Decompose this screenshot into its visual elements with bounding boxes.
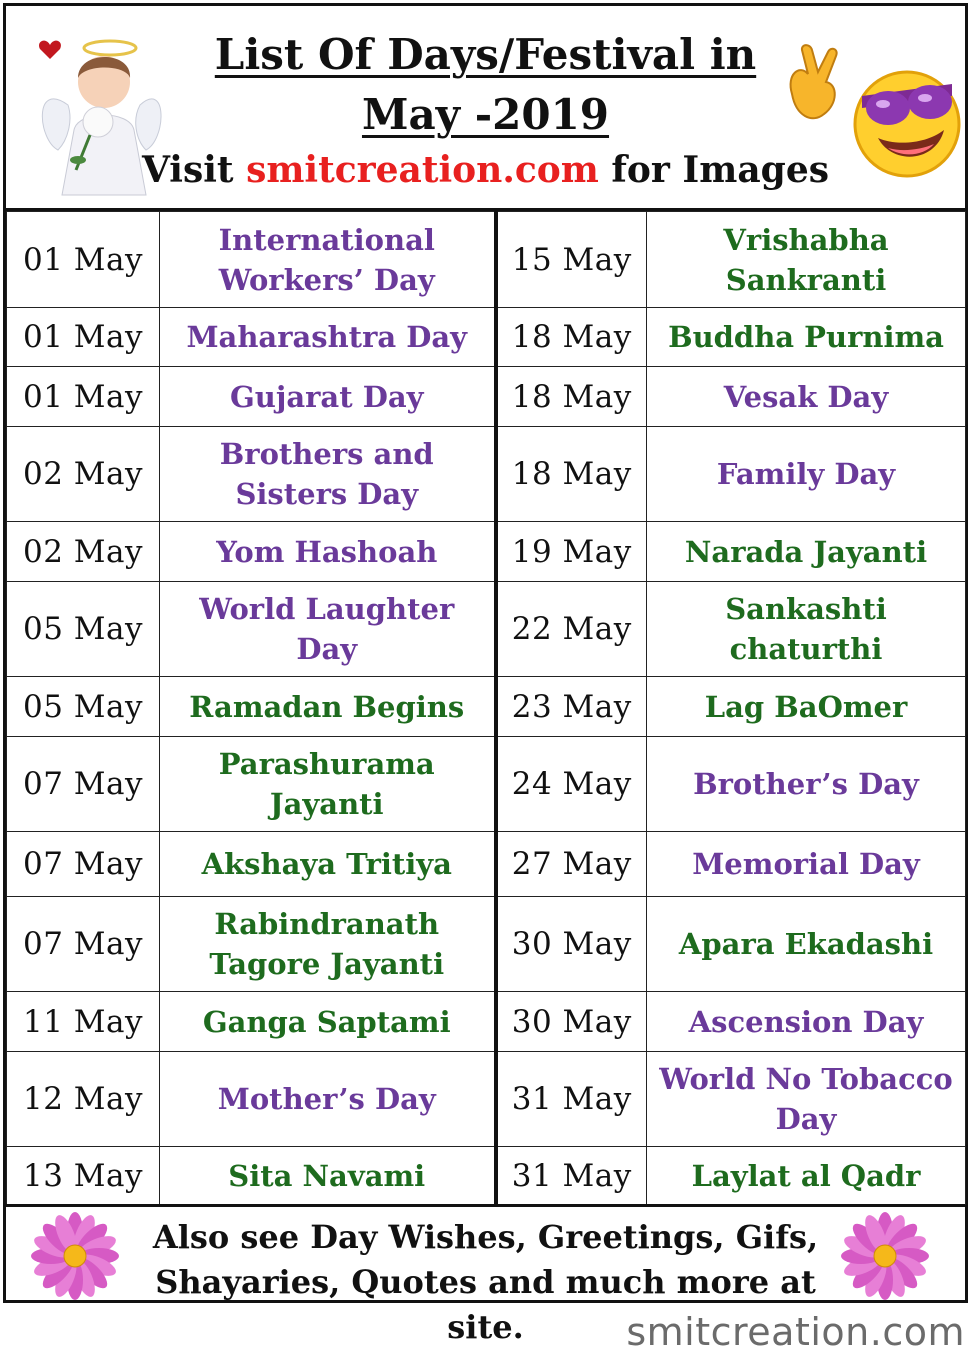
festival-cell — [160, 1052, 496, 1147]
hand-gesture-icon — [778, 44, 846, 126]
date-cell: 15 May — [496, 212, 647, 308]
festival-name-line: Buddha Purnima — [668, 320, 944, 354]
festival-name-line: Parashurama — [218, 747, 435, 781]
festival-cell — [647, 212, 966, 308]
festival-name-line: Memorial Day — [692, 847, 920, 881]
site-name: smitcreation.com — [246, 149, 599, 191]
date-cell: 07 May — [7, 897, 160, 992]
date-cell: 30 May — [496, 897, 647, 992]
table-row — [7, 832, 966, 897]
festival-name-line: Gujarat Day — [230, 379, 424, 414]
festival-name-line: Sankashti — [725, 592, 887, 626]
festival-name-line: Brothers and — [219, 437, 434, 471]
table-row — [7, 737, 966, 832]
table-row — [7, 582, 966, 677]
date-cell: 31 May — [496, 1052, 647, 1147]
date-cell: 27 May — [496, 832, 647, 897]
festival-name-line: Jayanti — [269, 787, 384, 821]
title-line-1: List Of Days/Festival in — [214, 30, 757, 79]
pink-flower-icon — [838, 1211, 932, 1301]
date-cell: 05 May — [7, 677, 160, 737]
date-cell: 07 May — [7, 832, 160, 897]
festival-name-line: Mother’s Day — [217, 1082, 436, 1116]
festival-cell — [160, 992, 496, 1052]
festival-cell — [647, 1147, 966, 1205]
festival-name-line: World Laughter — [199, 592, 455, 626]
festival-cell — [160, 1147, 496, 1205]
festival-cell — [647, 677, 966, 737]
date-cell: 02 May — [7, 522, 160, 582]
table-row — [7, 212, 966, 308]
sunglasses-smiley-icon — [848, 62, 966, 180]
festival-name-line: Apara Ekadashi — [678, 927, 934, 961]
table-row — [7, 1147, 966, 1205]
festival-cell — [647, 522, 966, 582]
table-row — [7, 992, 966, 1052]
table-row — [7, 427, 966, 522]
festival-cell — [647, 992, 966, 1052]
festival-cell — [160, 427, 496, 522]
festival-name-line: Day — [775, 1102, 837, 1136]
festival-table — [6, 211, 966, 1205]
poster-header — [6, 6, 965, 211]
date-cell: 01 May — [7, 212, 160, 308]
festival-name-line: Ganga Saptami — [202, 1004, 451, 1039]
date-cell: 18 May — [496, 308, 647, 367]
date-cell: 01 May — [7, 367, 160, 427]
footer-line-2: Shayaries, Quotes and much more at site. — [155, 1263, 816, 1346]
poster-frame — [3, 3, 968, 1346]
date-cell: 11 May — [7, 992, 160, 1052]
date-cell: 18 May — [496, 427, 647, 522]
festival-name-line: Rabindranath — [214, 907, 440, 941]
festival-name-line: Ascension Day — [688, 1004, 924, 1039]
festival-cell — [160, 897, 496, 992]
date-cell: 02 May — [7, 427, 160, 522]
festival-cell — [160, 582, 496, 677]
date-cell: 18 May — [496, 367, 647, 427]
festival-name-line: Family Day — [716, 457, 896, 491]
festival-name-line: Vrishabha — [723, 222, 889, 257]
date-cell: 12 May — [7, 1052, 160, 1147]
festival-name-line: Yom Hashoah — [216, 534, 438, 569]
festival-cell — [160, 737, 496, 832]
festival-name-line: Sita Navami — [228, 1158, 426, 1193]
festival-cell — [160, 677, 496, 737]
festival-cell — [647, 1052, 966, 1147]
festival-cell — [647, 427, 966, 522]
footer-line-1: Also see Day Wishes, Greetings, Gifs, — [152, 1218, 819, 1256]
festival-name-line: Ramadan Begins — [189, 689, 465, 724]
festival-name-line: Maharashtra Day — [186, 320, 468, 354]
festival-name-line: Vesak Day — [723, 379, 889, 414]
title-line-2: May -2019 — [361, 90, 610, 139]
visit-line: Visit smitcreation.com for Images — [141, 149, 830, 191]
festival-name-line: Day — [296, 632, 358, 666]
festival-name-line: World No Tobacco — [659, 1062, 953, 1096]
festival-name-line: Tagore Jayanti — [209, 947, 445, 981]
festival-name-line: Lag BaOmer — [704, 689, 908, 724]
festival-cell — [160, 308, 496, 367]
festival-cell — [160, 832, 496, 897]
festival-cell — [647, 737, 966, 832]
date-cell: 31 May — [496, 1147, 647, 1205]
festival-cell — [160, 522, 496, 582]
date-cell: 19 May — [496, 522, 647, 582]
date-cell: 07 May — [7, 737, 160, 832]
festival-name-line: Brother’s Day — [693, 767, 919, 801]
festival-name-line: Laylat al Qadr — [691, 1158, 921, 1193]
festival-cell — [647, 582, 966, 677]
table-row — [7, 1052, 966, 1147]
festival-name-line: Akshaya Tritiya — [201, 847, 452, 881]
festival-cell — [160, 212, 496, 308]
table-row — [7, 897, 966, 992]
table-row — [7, 522, 966, 582]
table-row — [7, 367, 966, 427]
date-cell: 13 May — [7, 1147, 160, 1205]
festival-cell — [160, 367, 496, 427]
date-cell: 23 May — [496, 677, 647, 737]
festival-cell — [647, 832, 966, 897]
festival-cell — [647, 897, 966, 992]
pink-flower-icon — [28, 1211, 122, 1301]
date-cell: 22 May — [496, 582, 647, 677]
date-cell: 05 May — [7, 582, 160, 677]
festival-cell — [647, 367, 966, 427]
festival-name-line: Sisters Day — [235, 477, 419, 511]
festival-name-line: Narada Jayanti — [684, 534, 928, 569]
festival-name-line: chaturthi — [729, 632, 883, 666]
festival-name-line: Workers’ Day — [218, 262, 435, 297]
table-row — [7, 308, 966, 367]
table-row — [7, 677, 966, 737]
date-cell: 30 May — [496, 992, 647, 1052]
festival-name-line: International — [218, 222, 435, 257]
festival-cell — [647, 308, 966, 367]
festival-name-line: Sankranti — [725, 262, 887, 297]
date-cell: 01 May — [7, 308, 160, 367]
date-cell: 24 May — [496, 737, 647, 832]
watermark: smitcreation.com — [626, 1310, 965, 1354]
